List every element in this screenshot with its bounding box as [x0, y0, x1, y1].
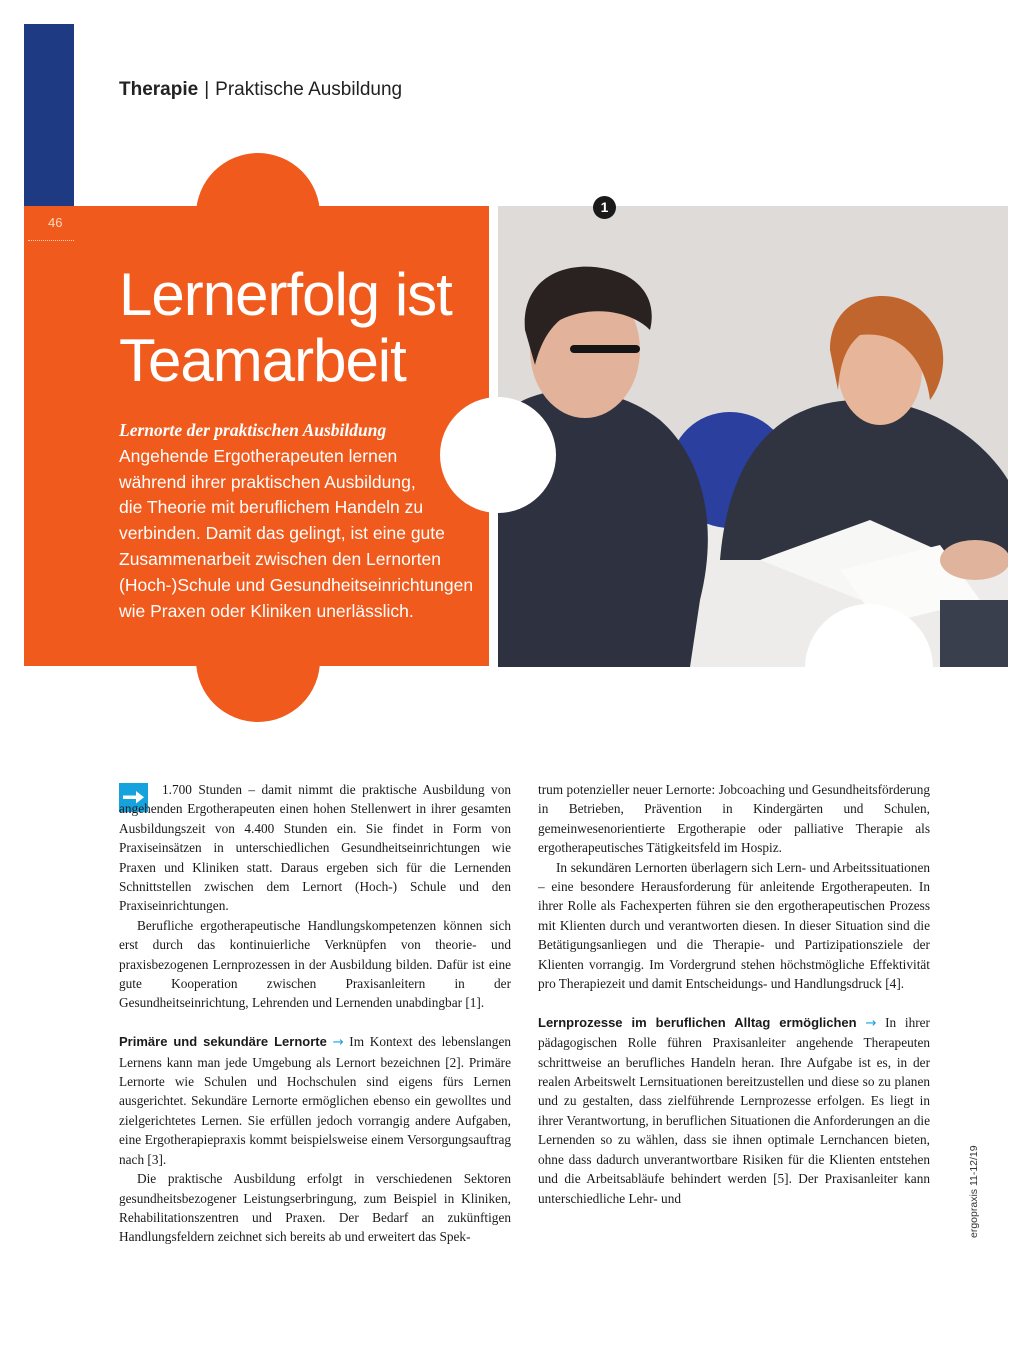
lead-paragraph [119, 418, 489, 624]
lead-line: die Theorie mit beruflichem Handeln zu [119, 497, 424, 518]
title-line: Teamarbeit [119, 327, 406, 394]
body-text: In ihrer pädagogischen Rolle führen Praxisanleiter angehende Therapeuten schrittweise an berufliches Handeln heran. Ihre Aufgabe ist es, in der realen Arbeitswelt Lernsituationen bereitzustellen und diese so zu planen und zu gestalten, dass zielführende Lernprozesse erfolgen. Es liegt in ihrer Verantwortung, in beruflichen Situationen die Anforderungen an die Lernenden so zu wählen, dass sie ihnen optimale Lernchancen bieten, ohne dass dadurch unverantwortbare Risiken für die Klienten entstehen und die Arbeitsabläufe behindert werden [5]. Der Praxisanleiter kann unterschiedliche Lehr- und [538, 1014, 930, 1206]
subheading: Lernprozesse im beruflichen Alltag ermöglichen [538, 1014, 857, 1030]
article-title [119, 262, 499, 394]
subheading-arrow-icon: → [332, 1035, 344, 1051]
lead-line: verbinden. Damit das gelingt, ist eine gute [119, 523, 445, 544]
section-name: Therapie [119, 79, 199, 100]
body-paragraph: trum potenzieller neuer Lernorte: Jobcoaching und Gesundheitsförderung in Betrieben, Prävention in Kindergärten und Schulen, gemeinwesenorientierte Ergotherapie oder palliative Therapie als ergotherapeutisches Tätigkeitsfeld im Hospiz. [538, 782, 930, 856]
body-paragraph: Die praktische Ausbildung erfolgt in verschiedenen Sektoren gesundheitsbezogener Leistungserbringung, zum Beispiel in Kliniken, Rehabilitationszentren und Praxen. Der Bedarf an zukünftigen Handlungsfeldern zeichnet sich bereits ab und erweitert das Spek- [119, 1171, 511, 1245]
body-column-right [538, 780, 930, 1208]
team-photo [498, 206, 1010, 667]
body-paragraph: 1.700 Stunden – damit nimmt die praktische Ausbildung von angehenden Ergotherapeuten einen hohen Stellenwert in ihrer gesamten Ausbildungszeit von 4.400 Stunden ein. Sie findet in Form von Praxiseinsätzen in unterschiedlichen Gesundheitseinrichtungen wie Praxen und Kliniken statt. Daraus ergeben sich für die Lernenden Schnittstellen zwischen dem Lernort (Hoch-) Schule und den Praxiseinrichtungen. [119, 782, 511, 914]
lead-line: (Hoch-)Schule und Gesundheitseinrichtungen [119, 574, 474, 595]
lead-line: wie Praxen oder Kliniken unerlässlich. [119, 600, 414, 621]
subheading-arrow-icon: → [865, 1015, 877, 1031]
body-column-left [119, 780, 511, 1247]
lead-line: während ihrer praktischen Ausbildung, [119, 471, 416, 492]
page-number: 46 [48, 215, 63, 230]
lead-kicker: Lernorte der praktischen Ausbildung [119, 420, 387, 440]
journal-reference: ergopraxis 11-12/19 [968, 1145, 980, 1238]
lead-line: Angehende Ergotherapeuten lernen [119, 445, 398, 466]
body-paragraph-with-heading [538, 1013, 930, 1208]
body-paragraph: In sekundären Lernorten überlagern sich Lern- und Arbeitssituationen – eine besondere Herausforderung für anleitende Ergotherapeuten. In ihrer Rolle als Fachexperten führen sie den ergotherapeutischen Prozess mit Klienten durch und verantworten diesen. In dieser Situation sind die Betätigungsanliegen und die Therapie- und Partizipationsziele der Klienten vorrangig. Im Vordergrund stehen höchstmögliche Effektivität pro Therapiezeit und damit Entscheidungs- und Handlungsdruck [4]. [538, 859, 930, 992]
puzzle-cutout-bottom [805, 604, 933, 730]
subsection-name: Praktische Ausbildung [215, 79, 403, 100]
lead-line: Zusammenarbeit zwischen den Lernorten [119, 548, 441, 569]
title-line: Lernerfolg ist [119, 261, 452, 328]
figure-number-badge: 1 [593, 196, 616, 219]
subheading: Primäre und sekundäre Lernorte [119, 1034, 327, 1050]
body-text: Im Kontext des lebenslangen Lernens kann man jede Umgebung als Lernort bezeichnen [2]. Primäre Lernorte wie Schulen und Hochschulen sind eigens fürs Lernen ausgerichtet. Sekundäre Lernorte ermöglichen ebenso ein gewolltes und zielgerichtetes Lernen. Sie erfüllen jedoch vorrangig andere Aufgaben, eine Ergotherapiepraxis kommt beispielsweise einem Versorgungsauftrag nach [3]. [119, 1034, 511, 1167]
body-paragraph-with-heading [119, 1032, 511, 1169]
header-separator: | [204, 79, 210, 100]
body-paragraph: Berufliche ergotherapeutische Handlungskompetenzen können sich erst durch das kontinuierliche Verknüpfen von theorie- und praxisbezogenen Lernprozessen in der Ausbildung bilden. Dafür ist eine gute Kooperation zwischen Praxisanleitern in der Gesundheitseinrichtung, Lehrenden und Lernenden unabdingbar [1]. [119, 917, 511, 1011]
page-number-rule [28, 240, 74, 241]
